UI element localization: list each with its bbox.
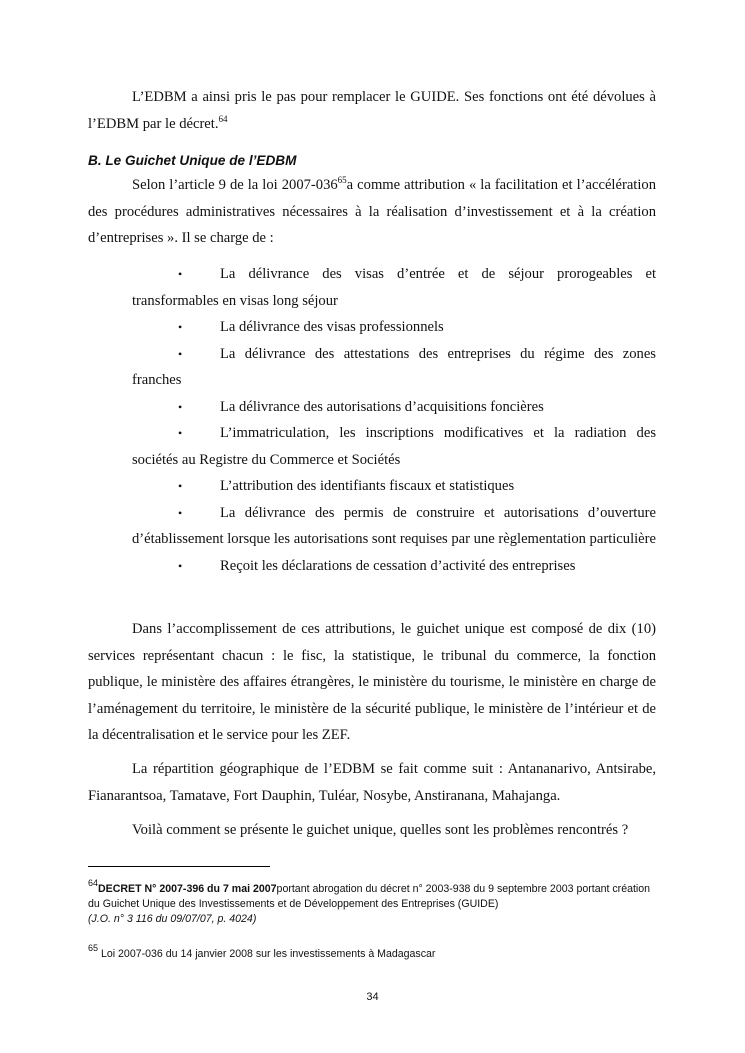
- bullet-icon: •: [178, 320, 183, 334]
- bullet-text: La délivrance des visas d’entrée et de séjour prorogeables et transformables en visas long séjour: [132, 266, 656, 309]
- para1-text-b: a comme attribution « la facilitation et l’accélération des procédures administratives nécessaires à la réalisation d’investissement et à la création d’entreprises ». Il se charge de :: [88, 177, 656, 246]
- bullet-text: La délivrance des autorisations d’acquisitions foncières: [220, 398, 544, 415]
- bullet-item: [132, 314, 656, 341]
- bullet-icon: •: [178, 558, 183, 573]
- bullet-list-block: [88, 261, 656, 579]
- bullet-icon: •: [178, 346, 183, 361]
- section-heading: B. Le Guichet Unique de l’EDBM: [88, 153, 297, 168]
- para1-text-a: Selon l’article 9 de la loi 2007-036: [132, 177, 338, 193]
- bullet-icon: •: [178, 479, 183, 493]
- bullet-item: [132, 500, 656, 553]
- footnote-ref-65[interactable]: 65: [337, 175, 347, 185]
- footnote-64-number: 64: [88, 878, 99, 888]
- services-paragraph: [88, 616, 656, 749]
- bullet-list: [88, 261, 656, 579]
- para2-text: Dans l’accomplissement de ces attributions, le guichet unique est composé de dix (10) services représentant chacun : le fisc, la statistique, le tribunal du commerce, la fonction publique, le ministère des affaires étrangères, le ministère du tourisme, le ministère en charge de l’aménagement du territoire, le ministère de la sécurité publique, le ministère de l’intérieur et de la décentralisation et le service pour les ZEF.: [88, 621, 656, 743]
- footnote-65-number: 65: [88, 943, 99, 953]
- bullet-text: La délivrance des permis de construire et autorisations d’ouverture d’établissement lorsque les autorisations sont requises par une règlementation particulière: [132, 504, 656, 547]
- closing-paragraph: [88, 817, 656, 844]
- footnote-64-journal: (J.O. n° 3 116 du 09/07/07, p. 4024): [88, 913, 257, 925]
- footnote-ref-64[interactable]: 64: [218, 113, 228, 124]
- footnote-65-text: Loi 2007-036 du 14 janvier 2008 sur les investissements à Madagascar: [98, 948, 436, 960]
- bullet-item: [132, 394, 656, 421]
- bullet-text: L’immatriculation, les inscriptions modificatives et la radiation des sociétés au Registre du Commerce et Sociétés: [132, 425, 656, 468]
- attribution-paragraph: [88, 172, 656, 252]
- intro-text: L’EDBM a ainsi pris le pas pour remplacer le GUIDE. Ses fonctions ont été dévolues à l’EDBM par le décret.: [88, 89, 656, 132]
- bullet-icon: •: [178, 399, 183, 414]
- footnote-64: [88, 878, 656, 927]
- bullet-text: Reçoit les déclarations de cessation d’activité des entreprises: [220, 557, 576, 574]
- para3-text: La répartition géographique de l’EDBM se fait comme suit : Antananarivo, Antsirabe, Fianarantsoa, Tamatave, Fort Dauphin, Tuléar, Nosybe, Anstiranana, Mahajanga.: [88, 761, 656, 804]
- bullet-item: [132, 420, 656, 473]
- para4-text: Voilà comment se présente le guichet unique, quelles sont les problèmes rencontrés ?: [132, 822, 629, 838]
- bullet-text: L’attribution des identifiants fiscaux et statistiques: [220, 478, 515, 494]
- bullet-icon: •: [178, 505, 183, 520]
- bullet-item: [132, 341, 656, 394]
- footnote-64-text: portant abrogation du décret n° 2003-938 du 9 septembre 2003 portant création du Guichet Unique des Investissements et de Développement des Entreprises (GUIDE): [88, 883, 651, 910]
- bullet-item: [132, 261, 656, 314]
- bullet-icon: •: [178, 426, 183, 440]
- bullet-item: [132, 553, 656, 580]
- footnote-separator: [88, 866, 270, 867]
- bullet-item: [132, 473, 656, 500]
- bullet-text: La délivrance des attestations des entreprises du régime des zones franches: [132, 345, 656, 388]
- intro-paragraph: [88, 84, 656, 137]
- section-heading-block: [88, 152, 656, 170]
- footnote-64-decree: DECRET N° 2007-396 du 7 mai 2007: [98, 883, 277, 895]
- geography-paragraph: [88, 756, 656, 809]
- bullet-icon: •: [178, 267, 183, 281]
- bullet-text: La délivrance des visas professionnels: [220, 319, 444, 335]
- page-number: 34: [366, 991, 379, 1003]
- footnote-65: [88, 943, 656, 962]
